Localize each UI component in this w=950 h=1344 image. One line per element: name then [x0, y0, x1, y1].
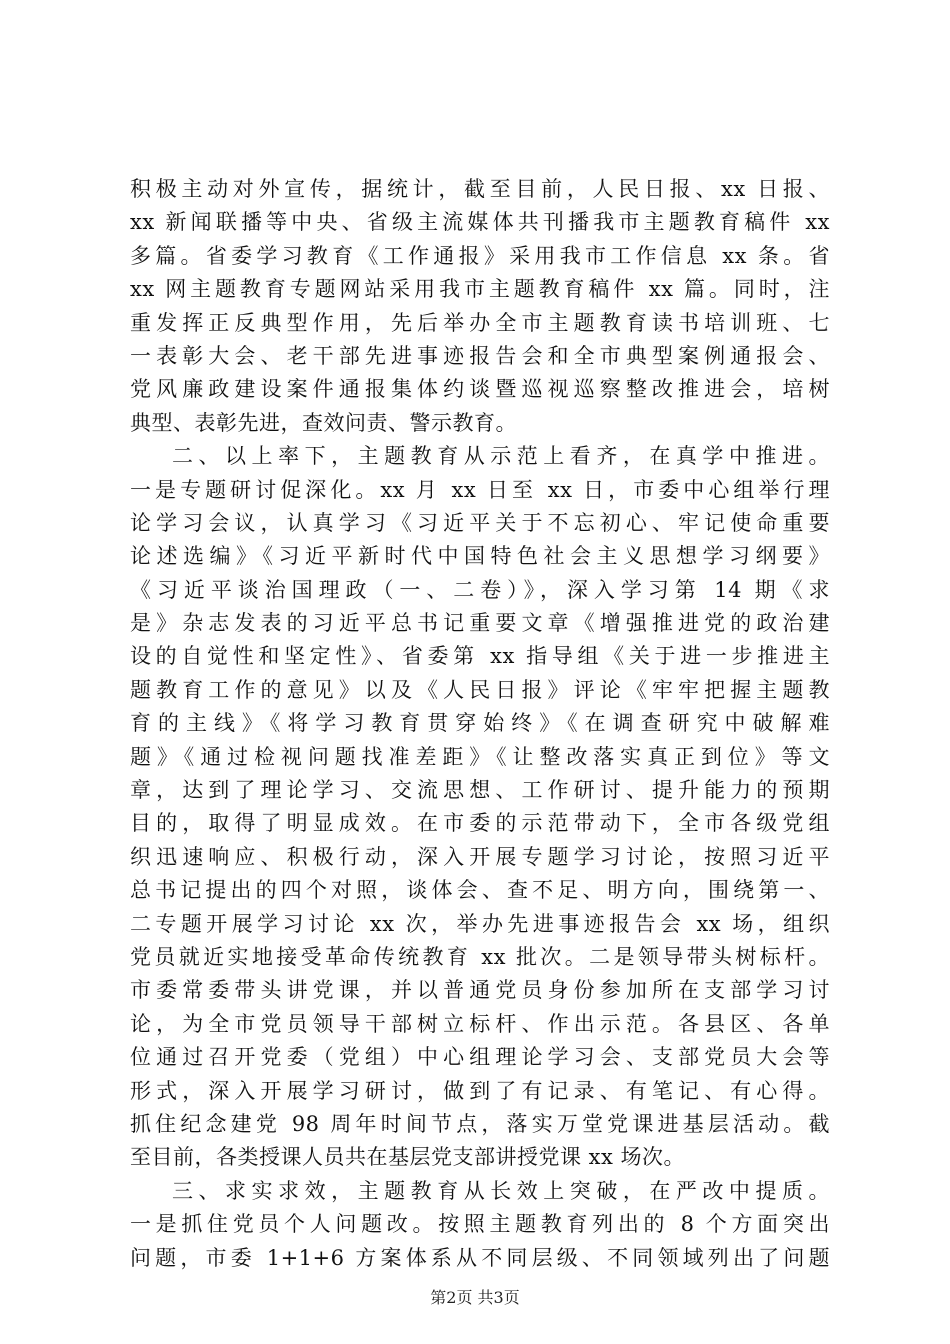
- text-line: 设的自觉性和坚定性》、省委第 xx 指导组《关于进一步推进主: [130, 644, 830, 669]
- text-line: 论述选编》《习近平新时代中国特色社会主义思想学习纲要》: [130, 544, 830, 569]
- text-line: 是》杂志发表的习近平总书记重要文章《增强推进党的政治建: [130, 611, 830, 636]
- text-line: 形式，深入开展学习研讨，做到了有记录、有笔记、有心得。: [130, 1078, 830, 1103]
- text-line: 重发挥正反典型作用，先后举办全市主题教育读书培训班、七: [130, 310, 830, 335]
- text-line: xx 网主题教育专题网站采用我市主题教育稿件 xx 篇。同时，注: [130, 277, 830, 302]
- text-line: 论学习会议，认真学习《习近平关于不忘初心、牢记使命重要: [130, 510, 830, 535]
- text-line: 多篇。省委学习教育《工作通报》采用我市工作信息 xx 条。省: [130, 243, 830, 268]
- text-line: 题教育工作的意见》以及《人民日报》评论《牢牢把握主题教: [130, 677, 830, 702]
- text-line: 育的主线》《将学习教育贯穿始终》《在调查研究中破解难: [130, 711, 830, 736]
- text-line: 市委常委带头讲党课，并以普通党员身份参加所在支部学习讨: [130, 978, 830, 1003]
- text-line: 二专题开展学习讨论 xx 次，举办先进事迹报告会 xx 场，组织: [130, 911, 830, 936]
- section-heading: 三、求实求效，主题教育从长效上突破，在严改中提质。: [172, 1178, 830, 1203]
- text-line: 积极主动对外宣传，据统计，截至目前，人民日报、xx 日报、: [130, 177, 830, 201]
- text-line: 论，为全市党员领导干部树立标杆、作出示范。各县区、各单: [130, 1011, 830, 1036]
- text-line: 党风廉政建设案件通报集体约谈暨巡视巡察整改推进会，培树: [130, 377, 830, 402]
- text-line: 典型、表彰先进，查效问责、警示教育。: [130, 410, 517, 435]
- text-line: xx 新闻联播等中央、省级主流媒体共刊播我市主题教育稿件 xx: [130, 210, 830, 235]
- document-body: [130, 173, 830, 1275]
- text-line: 党员就近实地接受革命传统教育 xx 批次。二是领导带头树标杆。: [130, 944, 830, 969]
- text-line: 一表彰大会、老干部先进事迹报告会和全市典型案例通报会、: [130, 343, 830, 368]
- page-number-footer: 第2页 共3页: [430, 1288, 520, 1307]
- text-line: 织迅速响应、积极行动，深入开展专题学习讨论，按照习近平: [130, 844, 830, 869]
- text-line: 位通过召开党委（党组）中心组理论学习会、支部党员大会等: [130, 1045, 830, 1070]
- text-line: 一是抓住党员个人问题改。按照主题教育列出的 8 个方面突出: [130, 1212, 830, 1237]
- text-line: 抓住纪念建党 98 周年时间节点，落实万堂党课进基层活动。截: [130, 1111, 830, 1136]
- text-line: 《习近平谈治国理政（一、二卷）》，深入学习第 14 期《求: [130, 577, 830, 602]
- text-line: 至目前，各类授课人员共在基层党支部讲授党课 xx 场次。: [130, 1145, 686, 1170]
- text-line: 目的，取得了明显成效。在市委的示范带动下，全市各级党组: [130, 811, 830, 836]
- text-line: 总书记提出的四个对照，谈体会、查不足、明方向，围绕第一、: [130, 878, 830, 903]
- text-line: 题》《通过检视问题找准差距》《让整改落实真正到位》等文: [130, 744, 830, 769]
- section-heading: 二、以上率下，主题教育从示范上看齐，在真学中推进。: [172, 444, 830, 469]
- text-line: 问题，市委 1+1+6 方案体系从不同层级、不同领域列出了问题: [130, 1245, 830, 1270]
- text-line: 一是专题研讨促深化。xx 月 xx 日至 xx 日，市委中心组举行理: [130, 477, 830, 502]
- text-line: 章，达到了理论学习、交流思想、工作研讨、提升能力的预期: [130, 778, 830, 803]
